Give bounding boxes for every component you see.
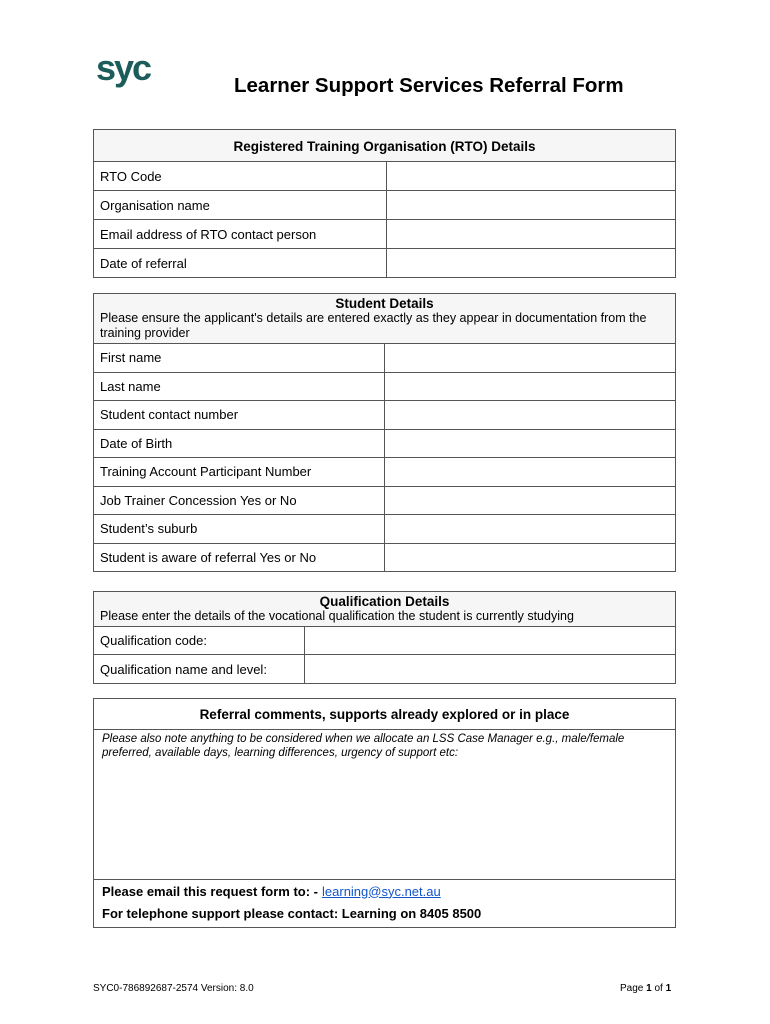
email-link[interactable]: learning@syc.net.au [322,883,441,899]
date-of-referral-field[interactable] [386,249,675,277]
phone-line: For telephone support please contact: Learning on 8405 8500 [102,905,482,921]
student-contact-number-field[interactable] [384,401,675,429]
table-row [94,191,675,220]
first-name-field[interactable] [384,344,675,372]
table-row [94,655,675,683]
of-word: of [654,983,663,994]
student-suburb-field[interactable] [384,515,675,543]
qualification-code-field[interactable] [304,627,675,654]
table-row [94,544,675,572]
referral-comments-note: Please also note anything to be considered when we allocate an LSS Case Manager e.g., male/female preferred, available days, learning differences, urgency of support etc: [102,733,625,759]
training-account-number-field[interactable] [384,458,675,486]
table-row [94,458,675,487]
last-name-label: Last name [100,378,161,394]
page-current: 1 [646,983,652,994]
student-aware-label: Student is aware of referral Yes or No [100,549,317,565]
student-details-heading: Student Details [94,294,675,311]
table-row [94,515,675,544]
table-row [94,430,675,459]
table-row [94,162,675,191]
date-of-referral-label: Date of referral [100,255,187,271]
qualification-details-table [93,591,676,684]
rto-code-field[interactable] [386,162,675,190]
qualification-name-field[interactable] [304,655,675,683]
rto-contact-email-field[interactable] [386,220,675,248]
qualification-name-label: Qualification name and level: [100,661,267,677]
student-details-table [93,293,676,572]
student-details-note: Please ensure the applicant's details are entered exactly as they appear in documentation from the training provider [94,311,675,344]
job-trainer-concession-label: Job Trainer Concession Yes or No [100,492,297,508]
email-prefix: Please email this request form to: - [102,883,319,899]
qualification-details-note: Please enter the details of the vocational qualification the student is currently studying [94,609,675,627]
date-of-birth-label: Date of Birth [100,435,173,451]
first-name-label: First name [100,350,162,366]
referral-comments-heading: Referral comments, supports already explored or in place [94,699,675,730]
table-row [94,627,675,655]
referral-comments-table [93,698,676,928]
organisation-name-field[interactable] [386,191,675,219]
page-number [620,983,671,994]
training-account-number-label: Training Account Participant Number [100,464,312,480]
table-row [94,373,675,402]
rto-details-table [93,129,676,278]
page-word: Page [620,983,644,994]
qualification-code-label: Qualification code: [100,633,207,648]
syc-logo [94,50,178,96]
qualification-details-heading: Qualification Details [94,592,675,609]
rto-code-label: RTO Code [100,168,162,184]
last-name-field[interactable] [384,373,675,401]
referral-comments-field[interactable] [94,730,675,880]
page-title: Learner Support Services Referral Form [234,74,624,97]
page-total: 1 [665,983,672,994]
student-suburb-label: Student’s suburb [100,521,198,537]
student-contact-number-label: Student contact number [100,407,239,423]
table-row [94,401,675,430]
rto-details-heading: Registered Training Organisation (RTO) Details [94,130,675,162]
organisation-name-label: Organisation name [100,197,210,213]
table-row [94,344,675,373]
email-line [94,880,675,902]
student-aware-field[interactable] [384,544,675,572]
table-row [94,487,675,516]
job-trainer-concession-field[interactable] [384,487,675,515]
svg-text:syc: syc [96,50,151,88]
table-row [94,249,675,277]
table-row [94,220,675,249]
date-of-birth-field[interactable] [384,430,675,458]
document-id: SYC0-786892687-2574 Version: 8.0 [93,983,254,994]
rto-contact-email-label: Email address of RTO contact person [100,226,317,242]
